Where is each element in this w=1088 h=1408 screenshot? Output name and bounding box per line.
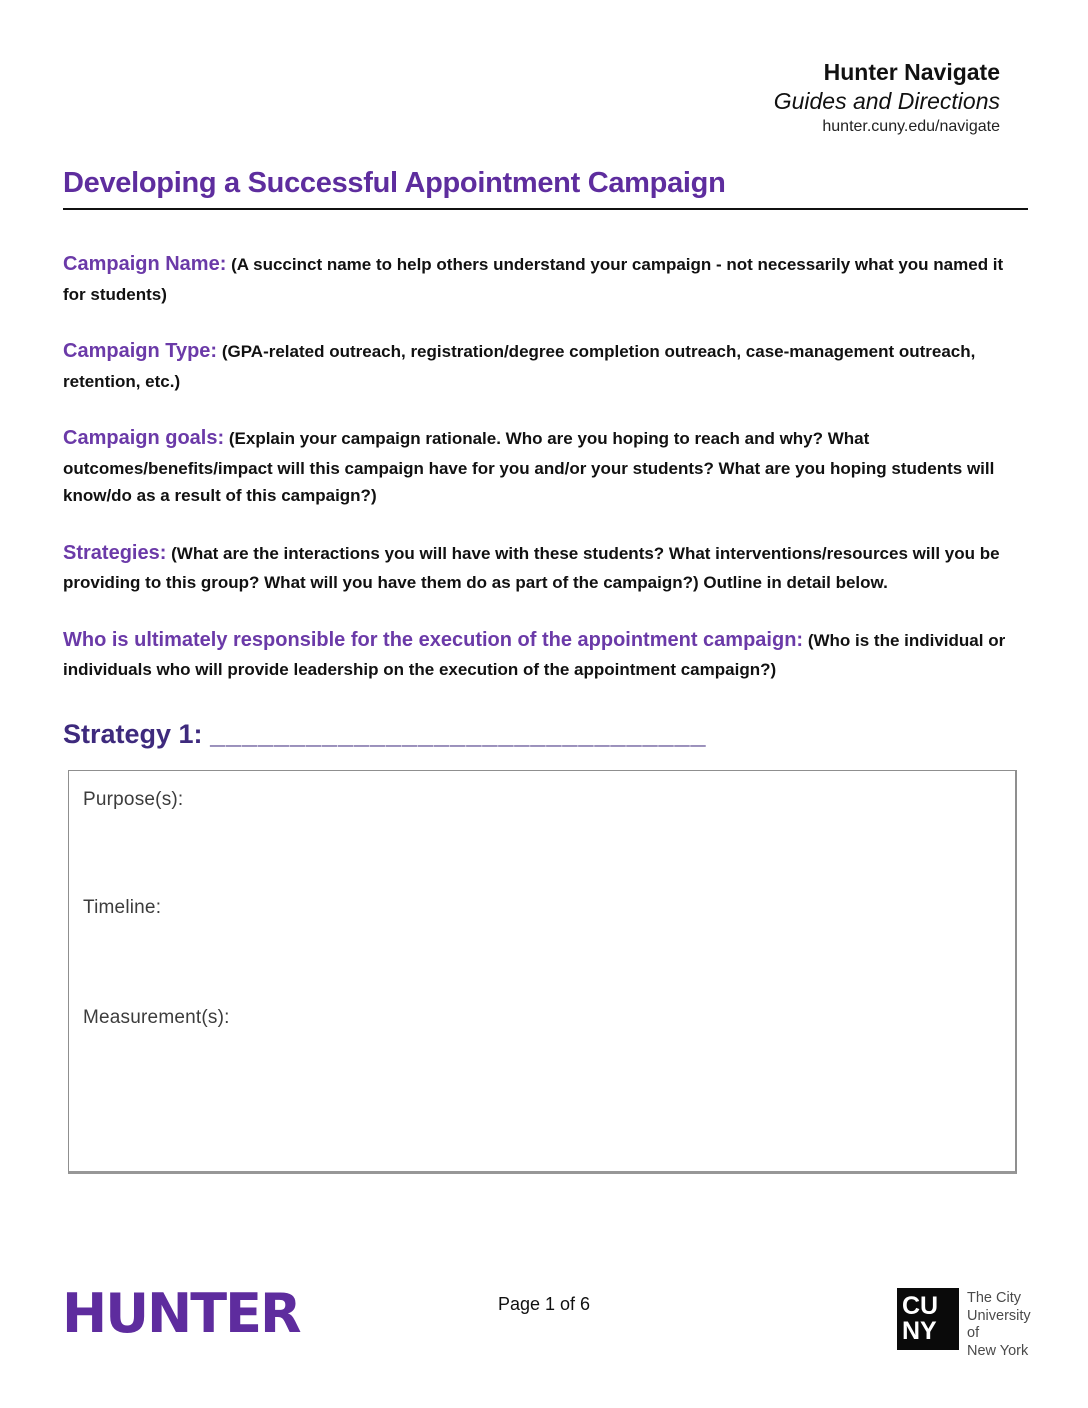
campaign-goals-description: (Explain your campaign rationale. Who are you hoping to reach and why? What outcomes/benefits/impact will this campaign have for you and/or your students? What are you hoping students will know/do as a result of this campaign?) (63, 429, 995, 506)
cuny-logo-block (897, 1288, 959, 1350)
cuny-logo-text (967, 1288, 1031, 1361)
header-url: hunter.cuny.edu/navigate (822, 117, 1000, 135)
strategy-1-heading (63, 719, 1028, 750)
campaign-type-label: Campaign Type: (63, 340, 218, 363)
campaign-type-description: (GPA-related outreach, registration/degree completion outreach, case-management outreach, retention, etc.) (63, 342, 976, 391)
strategy-1-heading-text: Strategy 1: (63, 719, 211, 750)
page-number: Page 1 of 6 (497, 1294, 591, 1314)
cuny-text-line1: The City (967, 1290, 1021, 1306)
cuny-logo-block-line2: NY (902, 1316, 937, 1345)
cuny-text-line3: of (967, 1325, 980, 1342)
timeline-field-label[interactable]: Timeline: (83, 897, 162, 919)
responsible-description: (Who is the individual or individuals who will provide leadership on the execution of the appointment campaign?) (63, 630, 1006, 679)
cuny-logo (897, 1288, 1031, 1361)
responsible-label: Who is ultimately responsible for the execution of the appointment campaign: (63, 628, 804, 651)
section-strategies (63, 537, 1028, 597)
section-responsible (63, 624, 1028, 684)
page-title: Developing a Successful Appointment Campaign (63, 167, 726, 200)
campaign-goals-label: Campaign goals: (63, 427, 225, 450)
cuny-text-line2: University (967, 1307, 1031, 1324)
instruction-sections (63, 248, 1028, 683)
header-org-name: Hunter Navigate (823, 59, 1000, 85)
strategies-label: Strategies: (63, 541, 167, 564)
header-subtitle: Guides and Directions (773, 88, 1000, 115)
section-campaign-name (63, 248, 1028, 308)
document-header (0, 0, 1088, 137)
campaign-name-label: Campaign Name: (63, 253, 227, 276)
strategy-1-detail-box[interactable] (68, 770, 1017, 1174)
section-campaign-type (63, 335, 1028, 395)
strategies-description: (What are the interactions you will have with these students? What interventions/resources will you be providing to this group? What will you have them do as part of the campaign?) Outline in detail below. (63, 543, 1000, 593)
purpose-field-label[interactable]: Purpose(s): (83, 789, 184, 811)
cuny-logo-block-line1: CU (902, 1292, 939, 1320)
measurement-field-label[interactable]: Measurement(s): (83, 1007, 230, 1029)
hunter-logo: HUNTER (62, 1282, 300, 1345)
campaign-name-description: (A succinct name to help others understand your campaign - not necessarily what you named it for students) (63, 255, 1004, 304)
strategy-1-blank-line: _______________________________ (210, 719, 707, 750)
title-underline-rule (63, 167, 1028, 210)
cuny-text-line4: New York (967, 1343, 1029, 1360)
section-campaign-goals (63, 422, 1028, 509)
